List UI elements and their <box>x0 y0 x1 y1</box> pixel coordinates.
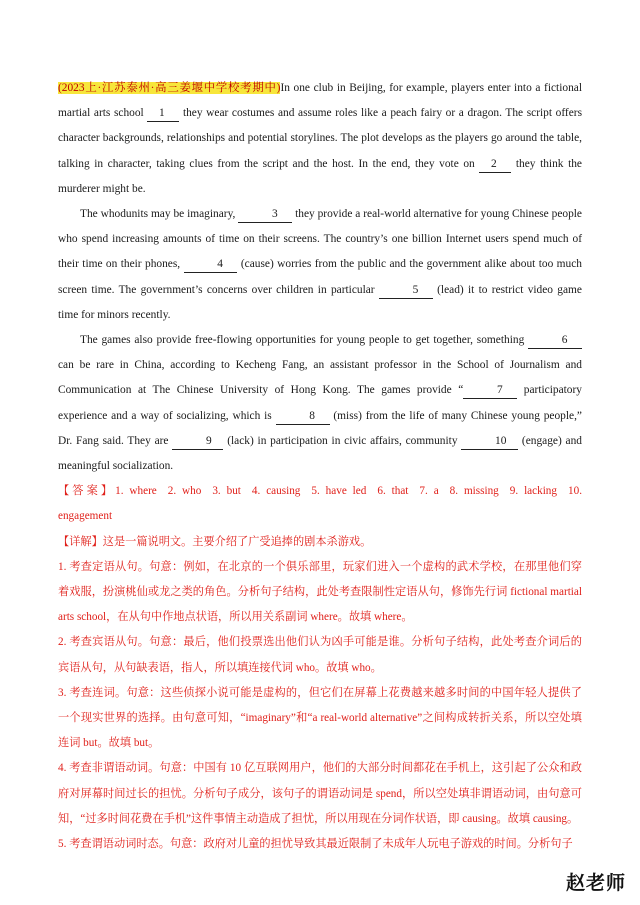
answer-item: 4. causing <box>251 485 301 498</box>
answer-item: 6. that <box>377 485 409 498</box>
blank-4: 4 <box>184 256 238 273</box>
answer-item: 1. where <box>115 485 157 498</box>
answer-item: 5. have led <box>311 485 367 498</box>
watermark-logo: 赵老师 <box>565 872 626 894</box>
passage-paragraph-2: The whodunits may be imaginary, 3 they provide a real-world alternative for young Chinese people who spend increasing amounts of time on their screens. The country’s one billion Internet users spend much of their time on their phones, 4 (cause) worries from the public and the government alike about too much screen time. The government’s concerns over children in particular 5 (lead) it to restrict video game time for minors recently. <box>58 208 582 321</box>
answer-item: 3. but <box>212 485 241 498</box>
passage-paragraph-1: (2023上·江苏泰州·高三姜堰中学校考期中)In one club in Beijing, for example, players enter into a fictional martial arts school 1 they wear costumes and assume roles like a peach fairy or a dragon. The script offers character backgrounds, relationships and potential storylines. The plot develops as the players go around the table, talking in character, taking clues from the script and the host. In the end, they vote on 2 they think the murderer might be. <box>58 82 582 195</box>
explanation-item-1: 1. 考查定语从句。句意：例如，在北京的一个俱乐部里，玩家们进入一个虚构的武术学校，在那里他们穿着戏服，扮演桃仙或龙之类的角色。分析句子结构，此处考查限制性定语从句，修饰先行词 fictional martial arts school，在从句中作地点状语，所以用关系副词 where。故填 where。 <box>58 560 582 624</box>
blank-8: 8 <box>276 408 330 425</box>
answer-item: 2. who <box>167 485 202 498</box>
passage-paragraph-3: The games also provide free-flowing opportunities for young people to get together, something 6 can be rare in China, according to Kecheng Fang, an assistant professor in the School of Journalism and Communication at The Chinese University of Hong Kong. The games provide “ 7 participatory experience and a way of socializing, which is 8 (miss) from the life of many Chinese young people,” Dr. Fang said. They are 9 (lack) in participation in civic affairs, community 10 (engage) and meaningful socialization. <box>58 334 582 473</box>
explanation-label: 【详解】 <box>58 535 103 548</box>
answer-item: 10. engagement <box>58 485 582 523</box>
blank-5: 5 <box>379 282 433 299</box>
blank-3: 3 <box>238 206 292 223</box>
answer-item: 8. missing <box>449 485 499 498</box>
answer-item: 7. a <box>419 485 439 498</box>
document-page <box>58 76 582 857</box>
blank-9: 9 <box>172 433 223 450</box>
blank-7: 7 <box>463 382 517 399</box>
blank-6: 6 <box>528 332 582 349</box>
answer-item: 9. lacking <box>509 485 557 498</box>
blank-2: 2 <box>479 156 511 173</box>
answer-line <box>58 479 582 529</box>
explanation-intro: 【详解】这是一篇说明文。主要介绍了广受追捧的剧本杀游戏。 <box>58 535 372 548</box>
blank-1: 1 <box>147 105 179 122</box>
explanation-item-3: 3. 考查连词。句意：这些侦探小说可能是虚构的，但它们在屏幕上花费越来越多时间的中国年轻人提供了一个现实世界的选择。由句意可知，“imaginary”和“a real-world alternative”之间构成转折关系，所以空处填连词 but。故填 but。 <box>58 686 582 750</box>
explanation-item-5: 5. 考查谓语动词时态。句意：政府对儿童的担忧导致其最近限制了未成年人玩电子游戏的时间。分析句子 <box>58 838 573 851</box>
blank-10: 10 <box>461 433 518 450</box>
answer-label: 【答案】 <box>58 485 116 498</box>
explanation-item-4: 4. 考查非谓语动词。句意：中国有 10 亿互联网用户，他们的大部分时间都花在手机上，这引起了公众和政府对屏幕时间过长的担忧。分析句子成分，该句子的谓语动词是 spend，所以空处填非谓语动词，由句意可知，“过多时间花费在手机”这件事情主动造成了担忧，所以用现在分词作状语，即 causing。故填 causing。 <box>58 762 582 825</box>
source-tag: (2023上·江苏泰州·高三姜堰中学校考期中) <box>58 82 281 94</box>
explanation-item-2: 2. 考查宾语从句。句意：最后，他们投票选出他们认为凶手可能是谁。分析句子结构，此处考查介词后的宾语从句，从句缺表语，指人，所以填连接代词 who。故填 who。 <box>58 636 582 674</box>
